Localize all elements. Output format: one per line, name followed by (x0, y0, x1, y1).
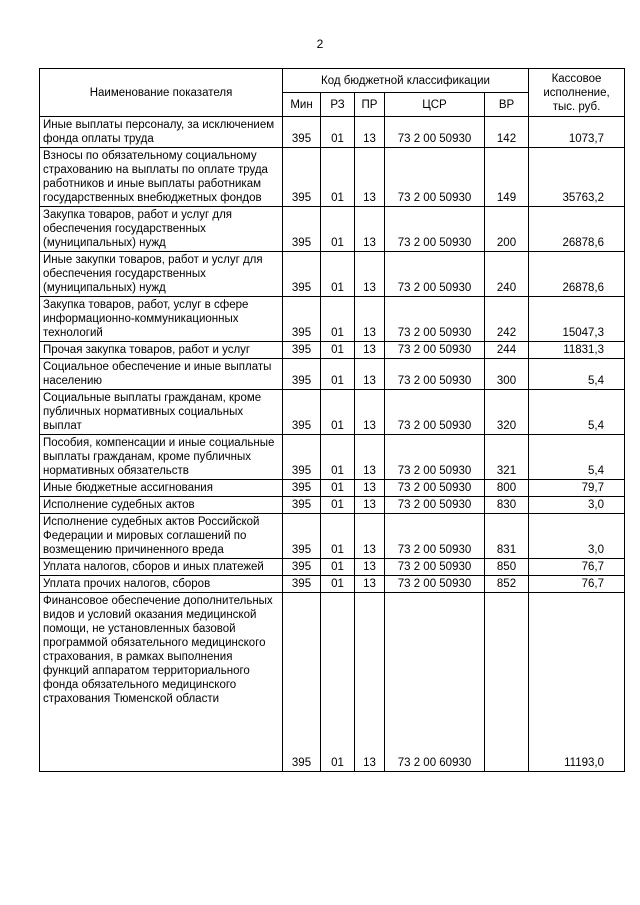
row-rz: 01 (321, 480, 355, 497)
row-rz: 01 (321, 207, 355, 252)
row-min: 395 (283, 435, 321, 480)
row-pr: 13 (355, 435, 385, 480)
row-rz: 01 (321, 252, 355, 297)
table-row (40, 117, 625, 148)
row-sum: 3,0 (529, 514, 625, 559)
row-name: Прочая закупка товаров, работ и услуг (40, 342, 283, 359)
row-name: Закупка товаров, работ и услуг для обеспечения государственных (муниципальных) нужд (40, 207, 283, 252)
row-vr: 142 (485, 117, 529, 148)
header-pr: ПР (355, 93, 385, 117)
header-min: Мин (283, 93, 321, 117)
row-csr: 73 2 00 50930 (385, 342, 485, 359)
row-sum: 79,7 (529, 480, 625, 497)
row-pr: 13 (355, 252, 385, 297)
row-rz: 01 (321, 390, 355, 435)
row-name: Иные бюджетные ассигнования (40, 480, 283, 497)
row-vr: 321 (485, 435, 529, 480)
row-min: 395 (283, 148, 321, 207)
table-row (40, 593, 625, 772)
row-pr: 13 (355, 359, 385, 390)
row-csr: 73 2 00 50930 (385, 576, 485, 593)
row-sum: 5,4 (529, 435, 625, 480)
page-number: 2 (316, 37, 324, 51)
row-sum: 15047,3 (529, 297, 625, 342)
row-csr: 73 2 00 50930 (385, 252, 485, 297)
row-rz: 01 (321, 435, 355, 480)
row-min: 395 (283, 514, 321, 559)
table-body (40, 117, 625, 772)
row-rz: 01 (321, 593, 355, 772)
row-csr: 73 2 00 50930 (385, 390, 485, 435)
row-min: 395 (283, 252, 321, 297)
row-rz: 01 (321, 497, 355, 514)
row-name: Взносы по обязательному социальному страхованию на выплаты по оплате труда работников и иные выплаты работникам государственных внебюджетных фондов (40, 148, 283, 207)
row-min: 395 (283, 576, 321, 593)
row-min: 395 (283, 297, 321, 342)
table-row (40, 576, 625, 593)
row-csr: 73 2 00 50930 (385, 297, 485, 342)
row-rz: 01 (321, 514, 355, 559)
row-vr (485, 593, 529, 772)
row-vr: 800 (485, 480, 529, 497)
row-pr: 13 (355, 117, 385, 148)
row-vr: 320 (485, 390, 529, 435)
row-name: Пособия, компенсации и иные социальные выплаты гражданам, кроме публичных нормативных обязательств (40, 435, 283, 480)
row-csr: 73 2 00 50930 (385, 359, 485, 390)
row-vr: 200 (485, 207, 529, 252)
header-classification-code: Код бюджетной классификации (283, 69, 529, 93)
table-row (40, 297, 625, 342)
row-name: Уплата прочих налогов, сборов (40, 576, 283, 593)
table-row (40, 148, 625, 207)
row-pr: 13 (355, 559, 385, 576)
row-vr: 149 (485, 148, 529, 207)
row-csr: 73 2 00 50930 (385, 514, 485, 559)
row-name: Социальные выплаты гражданам, кроме публичных нормативных социальных выплат (40, 390, 283, 435)
row-name: Закупка товаров, работ, услуг в сфере информационно-коммуникационных технологий (40, 297, 283, 342)
row-min: 395 (283, 359, 321, 390)
row-name: Иные закупки товаров, работ и услуг для обеспечения государственных (муниципальных) нужд (40, 252, 283, 297)
row-min: 395 (283, 207, 321, 252)
row-csr: 73 2 00 50930 (385, 497, 485, 514)
row-vr: 850 (485, 559, 529, 576)
table-row (40, 559, 625, 576)
row-min: 395 (283, 390, 321, 435)
row-csr: 73 2 00 50930 (385, 148, 485, 207)
row-vr: 831 (485, 514, 529, 559)
row-min: 395 (283, 480, 321, 497)
header-rz: РЗ (321, 93, 355, 117)
row-rz: 01 (321, 559, 355, 576)
row-sum: 76,7 (529, 576, 625, 593)
row-sum: 5,4 (529, 359, 625, 390)
row-min: 395 (283, 117, 321, 148)
row-sum: 26878,6 (529, 207, 625, 252)
table-row (40, 497, 625, 514)
row-vr: 830 (485, 497, 529, 514)
row-sum: 5,4 (529, 390, 625, 435)
table-row (40, 359, 625, 390)
row-pr: 13 (355, 593, 385, 772)
row-vr: 852 (485, 576, 529, 593)
table-row (40, 390, 625, 435)
row-csr: 73 2 00 50930 (385, 559, 485, 576)
header-indicator-name: Наименование показателя (40, 69, 283, 117)
row-sum: 3,0 (529, 497, 625, 514)
row-pr: 13 (355, 148, 385, 207)
row-sum: 11831,3 (529, 342, 625, 359)
header-csr: ЦСР (385, 93, 485, 117)
table-row (40, 342, 625, 359)
row-sum: 1073,7 (529, 117, 625, 148)
row-sum: 26878,6 (529, 252, 625, 297)
row-csr: 73 2 00 50930 (385, 435, 485, 480)
row-pr: 13 (355, 514, 385, 559)
row-csr: 73 2 00 50930 (385, 207, 485, 252)
budget-execution-table (39, 68, 625, 772)
row-name: Исполнение судебных актов (40, 497, 283, 514)
row-sum: 11193,0 (529, 593, 625, 772)
row-min: 395 (283, 342, 321, 359)
row-vr: 300 (485, 359, 529, 390)
row-csr: 73 2 00 50930 (385, 117, 485, 148)
row-pr: 13 (355, 480, 385, 497)
row-rz: 01 (321, 342, 355, 359)
row-vr: 240 (485, 252, 529, 297)
table-row (40, 435, 625, 480)
row-pr: 13 (355, 576, 385, 593)
row-rz: 01 (321, 359, 355, 390)
table-row (40, 480, 625, 497)
row-rz: 01 (321, 576, 355, 593)
row-rz: 01 (321, 117, 355, 148)
row-name: Финансовое обеспечение дополнительных видов и условий оказания медицинской помощи, не установленных базовой программой обязательного медицинского страхования, в рамках выполнения функций аппаратом территориального фонда обязательного медицинского страхования Тюменской области (40, 593, 283, 772)
row-pr: 13 (355, 342, 385, 359)
row-name: Иные выплаты персоналу, за исключением фонда оплаты труда (40, 117, 283, 148)
row-pr: 13 (355, 497, 385, 514)
row-min: 395 (283, 497, 321, 514)
table-row (40, 252, 625, 297)
row-sum: 76,7 (529, 559, 625, 576)
row-pr: 13 (355, 297, 385, 342)
row-min: 395 (283, 559, 321, 576)
row-sum: 35763,2 (529, 148, 625, 207)
row-rz: 01 (321, 297, 355, 342)
row-name: Исполнение судебных актов Российской Федерации и мировых соглашений по возмещению причиненного вреда (40, 514, 283, 559)
row-vr: 242 (485, 297, 529, 342)
row-name: Уплата налогов, сборов и иных платежей (40, 559, 283, 576)
row-pr: 13 (355, 207, 385, 252)
table-row (40, 514, 625, 559)
header-cash-execution: Кассовое исполнение, тыс. руб. (529, 69, 625, 117)
row-csr: 73 2 00 50930 (385, 480, 485, 497)
row-name: Социальное обеспечение и иные выплаты населению (40, 359, 283, 390)
table-row (40, 207, 625, 252)
row-vr: 244 (485, 342, 529, 359)
row-csr: 73 2 00 60930 (385, 593, 485, 772)
row-pr: 13 (355, 390, 385, 435)
header-vr: ВР (485, 93, 529, 117)
row-rz: 01 (321, 148, 355, 207)
row-min: 395 (283, 593, 321, 772)
